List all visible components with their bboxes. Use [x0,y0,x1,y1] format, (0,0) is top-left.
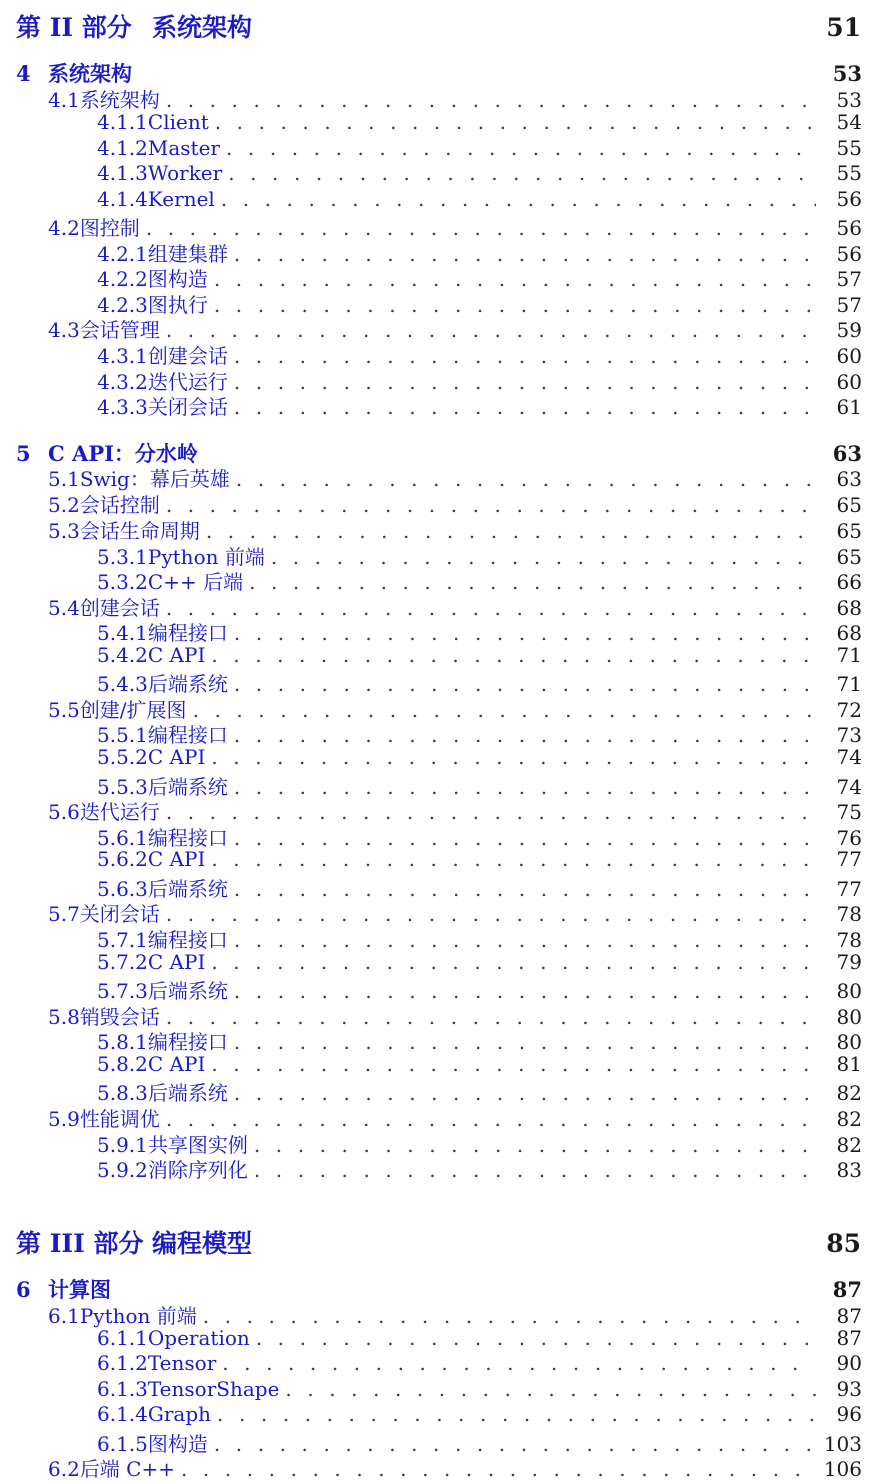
toc-entry-title[interactable]: Operation [147,1326,250,1350]
dot-leader [221,187,816,211]
toc-entry-page-number[interactable]: 80 [836,1005,862,1029]
toc-entry-title[interactable]: 迭代运行 [79,800,160,824]
toc-entry-sub[interactable] [0,1428,890,1454]
toc-entry-page-number[interactable]: 68 [836,596,862,620]
dot-leader [249,570,816,594]
toc-entry-sub[interactable] [0,187,890,213]
toc-entry-sub[interactable] [0,847,890,873]
toc-entry-sub[interactable] [0,745,890,771]
dot-leader [234,1030,816,1054]
toc-entry-sub[interactable] [0,1402,890,1428]
toc-entry-page-number[interactable]: 96 [836,1402,862,1426]
toc-entry-number: 6.1.2 [97,1351,148,1375]
toc-entry-sec[interactable] [0,898,890,924]
toc-entry-page-number[interactable]: 103 [823,1432,862,1456]
toc-entry-title[interactable]: 图执行 [147,293,208,317]
toc-entry-number: 5.4 [48,596,80,620]
toc-entry-sub[interactable] [0,1351,890,1377]
toc-entry-title[interactable]: C API：分水岭 [48,441,198,466]
toc-entry-number: 5.7 [48,902,80,926]
toc-entry-number: 4.2 [48,216,80,240]
toc-entry-number: 4.3.3 [97,395,148,419]
dot-leader [285,1377,816,1401]
toc-entry-title[interactable]: TensorShape [147,1377,280,1401]
toc-entry-page-number[interactable]: 56 [836,242,862,266]
toc-entry-number: 4.3.2 [97,370,148,394]
toc-entry-page-number[interactable]: 80 [836,1030,862,1054]
toc-entry-sec[interactable] [0,515,890,541]
toc-entry-title[interactable]: C API [147,1052,206,1076]
toc-entry-number: 5.3.1 [97,545,148,569]
toc-entry-sec[interactable] [0,1453,890,1479]
toc-entry-number: 6.2 [48,1457,80,1481]
toc-entry-title[interactable]: Python 前端 [79,1304,197,1328]
toc-entry-title[interactable]: C API [147,643,206,667]
toc-entry-title[interactable]: 编程接口 [147,1030,228,1054]
toc-entry-page-number[interactable]: 77 [836,847,862,871]
dot-leader [166,318,816,342]
dot-leader [166,88,816,112]
dot-leader [166,1107,816,1131]
toc-entry-number: 5.8.2 [97,1052,148,1076]
toc-entry-title[interactable]: 图控制 [79,216,140,240]
toc-entry-page-number[interactable]: 93 [836,1377,862,1401]
toc-entry-number: 第 II 部分 [16,13,132,42]
toc-entry-page-number[interactable]: 68 [836,621,862,645]
toc-entry-number: 5.6.2 [97,847,148,871]
toc-entry-part[interactable] [0,8,890,42]
toc-entry-number: 6.1.5 [97,1432,148,1456]
toc-entry-sub[interactable] [0,263,890,289]
toc-entry-number: 4 [16,61,31,86]
toc-entry-page-number[interactable]: 76 [836,826,862,850]
toc-entry-page-number[interactable]: 85 [826,1229,861,1258]
toc-entry-page-number[interactable]: 60 [836,370,862,394]
toc-entry-title[interactable]: C API [147,950,206,974]
toc-entry-sub[interactable] [0,719,890,745]
toc-entry-title[interactable]: 图构造 [147,267,208,291]
toc-entry-sec[interactable] [0,694,890,720]
toc-entry-sub[interactable] [0,110,890,136]
toc-entry-sub[interactable] [0,975,890,1001]
toc-entry-number: 5.5.2 [97,745,148,769]
toc-entry-title[interactable]: Master [147,136,220,160]
dot-leader [146,216,816,240]
toc-entry-number: 6.1.4 [97,1402,148,1426]
dot-leader [211,745,816,769]
toc-entry-page-number[interactable]: 87 [832,1277,862,1302]
toc-entry-title[interactable]: 编程模型 [152,1229,253,1258]
toc-entry-number: 5.5.1 [97,723,148,747]
toc-entry-sec[interactable] [0,489,890,515]
toc-entry-page-number[interactable]: 82 [836,1133,862,1157]
toc-entry-page-number[interactable]: 82 [836,1081,862,1105]
toc-entry-number: 5.1 [48,467,80,491]
toc-entry-number: 4.1.1 [97,110,148,134]
toc-entry-page-number[interactable]: 79 [836,950,862,974]
toc-entry-page-number[interactable]: 63 [836,467,862,491]
toc-entry-title[interactable]: 迭代运行 [147,370,228,394]
toc-entry-page-number[interactable]: 51 [826,13,861,42]
toc-entry-title[interactable]: 共享图实例 [147,1133,248,1157]
dot-leader [217,1402,816,1426]
toc-entry-number: 5.7.1 [97,928,148,952]
toc-entry-page-number[interactable]: 56 [836,187,862,211]
toc-entry-page-number[interactable]: 53 [832,61,862,86]
toc-entry-page-number[interactable]: 75 [836,800,862,824]
toc-entry-sub[interactable] [0,541,890,567]
toc-entry-sub[interactable] [0,136,890,162]
toc-entry-sub[interactable] [0,1154,890,1180]
toc-entry-number: 4.2.1 [97,242,148,266]
toc-entry-sub[interactable] [0,1052,890,1078]
toc-entry-title[interactable]: 系统架构 [48,61,132,86]
toc-entry-sub[interactable] [0,340,890,366]
toc-entry-sub[interactable] [0,566,890,592]
toc-entry-page-number[interactable]: 74 [836,745,862,769]
toc-entry-part[interactable] [0,1224,890,1258]
toc-entry-page-number[interactable]: 63 [832,441,862,466]
toc-entry-sub[interactable] [0,289,890,315]
toc-entry-title[interactable]: 消除序列化 [147,1158,248,1182]
toc-entry-sub[interactable] [0,161,890,187]
toc-entry-title[interactable]: 关闭会话 [147,395,228,419]
toc-entry-number: 5.9.1 [97,1133,148,1157]
toc-entry-page-number[interactable]: 56 [836,216,862,240]
toc-entry-number: 5.6 [48,800,80,824]
toc-entry-page-number[interactable]: 87 [836,1304,862,1328]
toc-entry-sub[interactable] [0,950,890,976]
toc-entry-sec[interactable] [0,463,890,489]
toc-entry-sec[interactable] [0,796,890,822]
dot-leader [228,161,816,185]
dot-leader [234,395,816,419]
toc-entry-number: 5.7.3 [97,979,148,1003]
dot-leader [236,467,816,491]
dot-leader [211,950,816,974]
toc-entry-page-number[interactable]: 65 [836,519,862,543]
toc-entry-page-number[interactable]: 54 [836,110,862,134]
toc-entry-page-number[interactable]: 61 [836,395,862,419]
dot-leader [181,1457,816,1481]
toc-entry-page-number[interactable]: 106 [823,1457,862,1481]
toc-entry-page-number[interactable]: 55 [836,161,862,185]
dot-leader [166,493,816,517]
toc-entry-title[interactable]: C++ 后端 [147,570,244,594]
toc-entry-number: 4.2.3 [97,293,148,317]
toc-entry-page-number[interactable]: 82 [836,1107,862,1131]
dot-leader [215,110,816,134]
dot-leader [211,847,816,871]
toc-entry-page-number[interactable]: 80 [836,979,862,1003]
toc-entry-number: 4.3 [48,318,80,342]
toc-entry-title[interactable]: 会话控制 [79,493,160,517]
toc-entry-number: 4.1.4 [97,187,148,211]
dot-leader [234,928,816,952]
toc-entry-number: 4.1 [48,88,80,112]
toc-entry-page-number[interactable]: 53 [836,88,862,112]
toc-entry-sub[interactable] [0,1326,890,1352]
dot-leader [211,643,816,667]
toc-entry-number: 5.8.1 [97,1030,148,1054]
toc-entry-title[interactable]: 系统架构 [79,88,160,112]
toc-entry-title[interactable]: 编程接口 [147,826,228,850]
dot-leader [206,519,816,543]
toc-entry-number: 4.1.3 [97,161,148,185]
toc-entry-title[interactable]: 编程接口 [147,621,228,645]
toc-entry-number: 4.2.2 [97,267,148,291]
toc-entry-number: 5.4.1 [97,621,148,645]
toc-entry-title[interactable]: 性能调优 [79,1107,160,1131]
toc-entry-sub[interactable] [0,1077,890,1103]
toc-entry-title[interactable]: 系统架构 [152,13,253,42]
toc-entry-sub[interactable] [0,1129,890,1155]
toc-entry-page-number[interactable]: 87 [836,1326,862,1350]
toc-entry-title[interactable]: 销毁会话 [79,1005,160,1029]
toc-entry-sub[interactable] [0,1026,890,1052]
toc-entry-number: 6 [16,1277,31,1302]
toc-entry-sub[interactable] [0,771,890,797]
toc-entry-title[interactable]: 会话管理 [79,318,160,342]
toc-entry-page-number[interactable]: 78 [836,902,862,926]
dot-leader [226,136,816,160]
dot-leader [234,344,816,368]
toc-entry-title[interactable]: 图构造 [147,1432,208,1456]
toc-entry-number: 5.5 [48,698,80,722]
dot-leader [254,1158,816,1182]
toc-entry-title[interactable]: 编程接口 [147,723,228,747]
toc-entry-sub[interactable] [0,924,890,950]
toc-entry-sub[interactable] [0,822,890,848]
toc-entry-sec[interactable] [0,1103,890,1129]
toc-entry-number: 5.9.2 [97,1158,148,1182]
toc-entry-title[interactable]: 后端系统 [147,775,228,799]
toc-entry-title[interactable]: 后端系统 [147,979,228,1003]
toc-entry-number: 4.3.1 [97,344,148,368]
toc-entry-title[interactable]: Python 前端 [147,545,265,569]
toc-entry-chap[interactable] [0,438,890,466]
toc-entry-page-number[interactable]: 60 [836,344,862,368]
toc-entry-number: 6.1.1 [97,1326,148,1350]
toc-entry-title[interactable]: Worker [147,161,223,185]
toc-entry-title[interactable]: C API [147,745,206,769]
toc-entry-title[interactable]: Swig：幕后英雄 [79,467,230,491]
toc-entry-number: 5.5.3 [97,775,148,799]
toc-entry-sub[interactable] [0,643,890,669]
toc-entry-sec[interactable] [0,1300,890,1326]
toc-entry-sec[interactable] [0,314,890,340]
toc-entry-page-number[interactable]: 71 [836,643,862,667]
dot-leader [234,672,816,696]
toc-entry-title[interactable]: 后端系统 [147,672,228,696]
toc-entry-page-number[interactable]: 57 [836,293,862,317]
dot-leader [234,723,816,747]
toc-entry-chap[interactable] [0,1274,890,1302]
toc-entry-number: 第 III 部分 [16,1229,144,1258]
toc-entry-title[interactable]: 组建集群 [147,242,228,266]
toc-entry-title[interactable]: C API [147,847,206,871]
toc-entry-number: 6.1.3 [97,1377,148,1401]
toc-entry-number: 5 [16,441,31,466]
toc-entry-sub[interactable] [0,238,890,264]
toc-entry-page-number[interactable]: 81 [836,1052,862,1076]
toc-entry-page-number[interactable]: 83 [836,1158,862,1182]
toc-entry-number: 5.6.1 [97,826,148,850]
toc-entry-title[interactable]: 编程接口 [147,928,228,952]
dot-leader [166,902,816,926]
toc-entry-number: 5.3.2 [97,570,148,594]
toc-entry-title[interactable]: 会话生命周期 [79,519,200,543]
dot-leader [203,1304,816,1328]
toc-entry-number: 5.8.3 [97,1081,148,1105]
toc-entry-number: 6.1 [48,1304,80,1328]
dot-leader [234,621,816,645]
toc-entry-page-number[interactable]: 77 [836,877,862,901]
toc-entry-title[interactable]: Graph [147,1402,212,1426]
toc-entry-sub[interactable] [0,873,890,899]
toc-entry-number: 5.8 [48,1005,80,1029]
toc-entry-page-number[interactable]: 90 [836,1351,862,1375]
toc-entry-page-number[interactable]: 78 [836,928,862,952]
toc-entry-chap[interactable] [0,58,890,86]
toc-entry-page-number[interactable]: 55 [836,136,862,160]
toc-entry-page-number[interactable]: 73 [836,723,862,747]
toc-entry-number: 5.4.2 [97,643,148,667]
toc-entry-title[interactable]: 创建会话 [79,596,160,620]
toc-entry-sub[interactable] [0,617,890,643]
toc-entry-sec[interactable] [0,212,890,238]
toc-entry-sub[interactable] [0,391,890,417]
dot-leader [214,267,816,291]
toc-entry-page-number[interactable]: 72 [836,698,862,722]
toc-entry-title[interactable]: 创建会话 [147,344,228,368]
toc-entry-number: 5.2 [48,493,80,517]
toc-entry-title[interactable]: 后端 C++ [79,1457,175,1481]
toc-entry-sec[interactable] [0,592,890,618]
dot-leader [256,1326,816,1350]
toc-entry-title[interactable]: 后端系统 [147,1081,228,1105]
toc-entry-page-number[interactable]: 59 [836,318,862,342]
toc-entry-title[interactable]: 关闭会话 [79,902,160,926]
toc-entry-page-number[interactable]: 65 [836,545,862,569]
toc-entry-sec[interactable] [0,84,890,110]
dot-leader [222,1351,816,1375]
toc-entry-sub[interactable] [0,366,890,392]
toc-entry-page-number[interactable]: 57 [836,267,862,291]
dot-leader [234,1081,816,1105]
toc-entry-sec[interactable] [0,1001,890,1027]
dot-leader [234,979,816,1003]
toc-entry-sub[interactable] [0,1377,890,1403]
toc-entry-sub[interactable] [0,668,890,694]
toc-entry-page-number[interactable]: 74 [836,775,862,799]
toc-entry-number: 5.4.3 [97,672,148,696]
toc-entry-page-number[interactable]: 65 [836,493,862,517]
toc-entry-number: 5.7.2 [97,950,148,974]
toc-entry-title[interactable]: 创建/扩展图 [79,698,187,722]
toc-entry-title[interactable]: 计算图 [48,1277,111,1302]
toc-entry-title[interactable]: Client [147,110,209,134]
toc-entry-title[interactable]: 后端系统 [147,877,228,901]
toc-entry-title[interactable]: Tensor [147,1351,217,1375]
toc-entry-number: 5.9 [48,1107,80,1131]
toc-entry-number: 5.3 [48,519,80,543]
toc-entry-page-number[interactable]: 71 [836,672,862,696]
dot-leader [211,1052,816,1076]
dot-leader [166,800,816,824]
toc-entry-number: 4.1.2 [97,136,148,160]
toc-entry-page-number[interactable]: 66 [836,570,862,594]
toc-entry-title[interactable]: Kernel [147,187,215,211]
toc-entry-number: 5.6.3 [97,877,148,901]
